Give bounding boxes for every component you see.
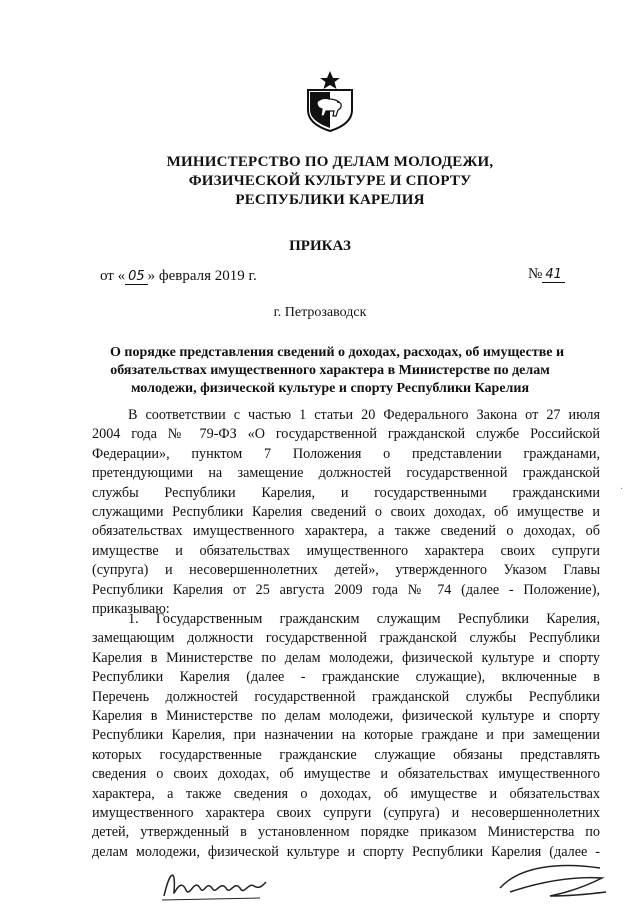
title-line: О порядке представления сведений о доходах, расходах, об имуществе и xyxy=(110,345,565,360)
paragraph-line: Республики Карелия (далее - гражданские служащие), включенные в xyxy=(92,669,600,686)
paragraph-line: Республики Карелия от 25 августа 2009 года № 74 (далее - Положение), xyxy=(92,581,600,598)
date-prefix: от « xyxy=(100,268,126,284)
ministry-name xyxy=(120,153,540,210)
paragraph-item-1 xyxy=(92,610,600,862)
karelia-coat-of-arms-icon xyxy=(302,70,358,132)
document-type: ПРИКАЗ xyxy=(289,238,351,254)
scan-speck: · xyxy=(620,484,624,495)
signature-right xyxy=(490,858,610,902)
paragraph-line: обязательствах имущественного характера, а также сведений о доходах, об xyxy=(92,523,600,540)
paragraph-line: 1. Государственным гражданским служащим Республики Карелия, xyxy=(128,611,600,627)
paragraph-line: (супруга) и несовершеннолетних детей», утвержденного Указом Главы xyxy=(92,562,600,579)
ministry-line-1: МИНИСТЕРСТВО ПО ДЕЛАМ МОЛОДЕЖИ, xyxy=(166,154,494,170)
paragraph-line: характера, а также сведения о доходах, об имуществе и обязательствах xyxy=(92,785,600,802)
paragraph-line: Карелия в Министерстве по делам молодежи, физической культуре и спорту xyxy=(92,708,600,725)
order-date xyxy=(100,268,257,285)
number-prefix: № xyxy=(528,266,543,282)
paragraph-line: сведения о своих доходах, об имуществе и обязательствах имущественного xyxy=(92,766,600,783)
paragraph-line: В соответствии с частью 1 статьи 20 Федерального Закона от 27 июля xyxy=(128,407,600,423)
city: г. Петрозаводск xyxy=(273,305,367,320)
order-number xyxy=(528,266,565,283)
paragraph-line: Карелия в Министерстве по делам молодежи, физической культуре и спорту xyxy=(92,649,600,666)
paragraph-line: Республики Карелия, при назначении на которые граждане и при замещении xyxy=(92,727,600,744)
paragraph-line: службы Республики Карелия, и государственными гражданскими xyxy=(92,484,600,501)
paragraph-line: которых государственные гражданские служащие обязаны представлять xyxy=(92,746,600,763)
paragraph-line: делам молодежи, физической культуре и спорту Республики Карелия (далее - xyxy=(92,843,600,860)
paragraph-line: претендующими на замещение должностей государственной гражданской xyxy=(92,465,600,482)
date-day: 05 xyxy=(125,269,148,285)
date-suffix: » февраля 2019 г. xyxy=(147,268,257,284)
paragraph-line: детей, утвержденный в установленном порядке приказом Министерства по xyxy=(92,824,600,841)
paragraph-line: приказываю: xyxy=(92,601,170,618)
paragraph-line: 2004 года № 79-ФЗ «О государственной гражданской службе Российской xyxy=(92,426,600,443)
title-line: молодежи, физической культуре и спорту Республики Карелия xyxy=(130,381,530,396)
paragraph-line: Федерации», пунктом 7 Положения о представлении гражданами, xyxy=(92,445,600,462)
number-value: 41 xyxy=(542,267,565,283)
ministry-line-3: РЕСПУБЛИКИ КАРЕЛИЯ xyxy=(235,192,425,208)
order-title xyxy=(110,344,565,398)
paragraph-line: замещающим должности государственной гражданской службы Республики xyxy=(92,630,600,647)
signature-left xyxy=(160,862,270,904)
paragraph-line: служащими Республики Карелия сведений о своих доходах, об имуществе и xyxy=(92,504,600,521)
title-line: обязательствах имущественного характера в Министерстве по делам xyxy=(110,363,550,378)
paragraph-line: имуществе и обязательствах имущественного характера своих супруги xyxy=(92,542,600,559)
ministry-line-2: ФИЗИЧЕСКОЙ КУЛЬТУРЕ И СПОРТУ xyxy=(188,173,472,189)
paragraph-line: Перечень должностей государственной гражданской службы Республики xyxy=(92,688,600,705)
paragraph-line: имущественного характера своих супруги (супруга) и несовершеннолетних xyxy=(92,805,600,822)
paragraph-preamble xyxy=(92,406,600,619)
